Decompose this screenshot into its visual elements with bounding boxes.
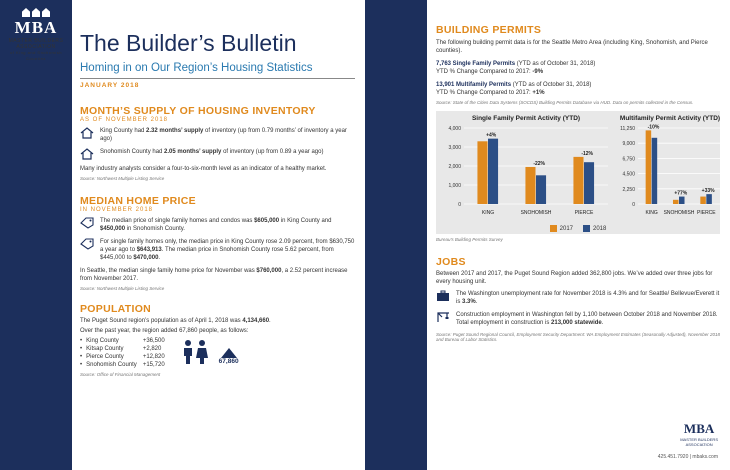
issue-date: JANUARY 2018 bbox=[80, 82, 140, 89]
y-tick-label: 2,250 bbox=[622, 186, 635, 193]
footer-contact: 425.451.7920 | mbaks.com bbox=[657, 454, 718, 460]
county-name: • Pierce County bbox=[80, 353, 143, 361]
bar-2018 bbox=[706, 194, 712, 204]
divider bbox=[80, 78, 355, 79]
bar-2018 bbox=[652, 138, 658, 204]
logo-mark: MBA bbox=[14, 18, 58, 37]
mba-logo bbox=[4, 8, 68, 62]
bar-2017 bbox=[646, 130, 652, 204]
supply-snohomish: Snohomish County had 2.05 months’ supply of inventory (up from 0.89 a year ago) bbox=[80, 148, 355, 160]
permits-mf: 13,901 Multifamily Permits (YTD as of October 31, 2018) bbox=[436, 82, 592, 88]
jobs-p1: The Washington unemployment rate for November 2018 is 4.3% and for Seattle/ Bellevue/Everett it is 3.3%. bbox=[436, 290, 720, 306]
bar-2018 bbox=[536, 175, 546, 204]
bar-2018 bbox=[488, 139, 498, 204]
y-tick-label: 1,000 bbox=[448, 183, 461, 189]
footer-logo: MBA MASTER BUILDERS ASSOCIATION bbox=[680, 421, 718, 447]
permits-mf-ytd: YTD % Change Compared to 2017: +1% bbox=[436, 90, 545, 96]
population-row bbox=[80, 353, 171, 361]
chart-sf-title: Single Family Permit Activity (YTD) bbox=[471, 115, 581, 122]
permits-source: Source: State of the Cities Data Systems (SOCDS) Building Permits Database via HUD. Data on permits collected in the Census. bbox=[436, 100, 694, 105]
population-p1: The Puget Sound region’s population as of April 1, 2018 was 4,134,660. bbox=[80, 318, 271, 324]
county-name: • Snohomish County bbox=[80, 361, 143, 369]
population-row bbox=[80, 337, 171, 345]
y-tick-label: 3,000 bbox=[448, 145, 461, 151]
population-row bbox=[80, 361, 171, 369]
y-tick-label: 2,000 bbox=[448, 164, 461, 170]
chart-mf bbox=[616, 122, 724, 218]
bar-2017 bbox=[477, 141, 487, 204]
y-tick-label: 4,000 bbox=[448, 126, 461, 132]
permit-charts bbox=[436, 111, 720, 234]
county-growth: +36,500 bbox=[142, 338, 165, 344]
median-subtitle: IN NOVEMBER 2018 bbox=[80, 207, 154, 213]
x-tick-label: SNOHOMISH bbox=[520, 210, 552, 216]
population-row bbox=[80, 345, 171, 353]
supply-king: King County had 2.32 months’ supply of inventory (up from 0.79 months’ of inventory a year ago) bbox=[80, 127, 355, 143]
supply-note: Many industry analysts consider a four-to-six-month level as an indicator of a healthy market. bbox=[80, 166, 327, 172]
crane-icon bbox=[436, 311, 450, 323]
population-p2: Over the past year, the region added 67,860 people, as follows: bbox=[80, 328, 249, 334]
jobs-source: Source: Puget Sound Regional Council, Employment Security Department: WA Employment Estimates (Seasonally Adjusted), November 2018 and Bureau of Labor Statistics. bbox=[436, 332, 720, 343]
footer bbox=[658, 421, 718, 460]
legend-2017: 2017 bbox=[550, 225, 573, 232]
logo-line1: MASTER BUILDERS bbox=[8, 38, 64, 44]
county-name: • King County bbox=[80, 337, 143, 345]
bar-2017 bbox=[573, 157, 583, 204]
bar-annotation: -22% bbox=[533, 160, 546, 167]
median-p1: The median price of single family homes and condos was $605,000 in King County and $450,000 in Snohomish County. bbox=[80, 217, 355, 233]
x-tick-label: KING bbox=[645, 210, 658, 216]
right-page bbox=[365, 0, 730, 470]
population-title: POPULATION bbox=[80, 303, 152, 315]
left-content bbox=[72, 0, 365, 470]
county-growth: +15,720 bbox=[142, 362, 165, 368]
bar-2017 bbox=[673, 200, 679, 204]
chart-sf bbox=[440, 122, 612, 218]
people-icon bbox=[181, 339, 209, 365]
jobs-p2: Construction employment in Washington fell by 1,100 between October 2018 and November 2018. Total employment in construction is 213,000 statewide. bbox=[436, 311, 720, 327]
x-tick-label: KING bbox=[481, 210, 495, 216]
legend-2018: 2018 bbox=[583, 225, 606, 232]
page-title: The Builder’s Bulletin bbox=[80, 30, 297, 56]
house-icon bbox=[80, 148, 94, 160]
population-section bbox=[80, 303, 355, 377]
tag-icon bbox=[80, 217, 94, 229]
population-total: 67,860 bbox=[218, 358, 239, 365]
houses-icon bbox=[4, 8, 68, 18]
y-tick-label: 4,500 bbox=[622, 171, 635, 178]
bar-annotation: +77% bbox=[674, 190, 688, 197]
supply-section bbox=[80, 105, 355, 181]
median-p2: For single family homes only, the median price in King County rose 2.09 percent, from $630,750 a year ago to $643,913. The median price in Snohomish County rose 5.62 percent, from $445,000 to $470,000. bbox=[80, 238, 355, 262]
y-tick-label: 0 bbox=[458, 202, 461, 208]
bar-annotation: +33% bbox=[701, 188, 715, 195]
supply-source: Source: Northwest Multiple Listing Service bbox=[80, 176, 165, 181]
jobs-title: JOBS bbox=[436, 256, 466, 269]
population-source: Source: Office of Financial Management bbox=[80, 372, 161, 377]
bar-annotation: +4% bbox=[486, 132, 497, 139]
y-tick-label: 9,000 bbox=[622, 141, 635, 148]
chart-source: Bureau’s Building Permits Survey bbox=[436, 237, 503, 243]
median-section bbox=[80, 195, 355, 291]
population-table bbox=[80, 337, 171, 369]
briefcase-icon bbox=[436, 290, 450, 302]
county-name: • Kitsap County bbox=[80, 345, 143, 353]
permits-title: BUILDING PERMITS bbox=[436, 24, 542, 36]
median-source: Source: Northwest Multiple Listing Service bbox=[80, 286, 165, 291]
logo-line3: of King and Snohomish Counties bbox=[10, 50, 62, 61]
bar-2018 bbox=[679, 197, 685, 204]
y-tick-label: 11,250 bbox=[620, 126, 635, 132]
supply-subtitle: AS OF NOVEMBER 2018 bbox=[80, 117, 169, 123]
bar-annotation: -12% bbox=[581, 150, 594, 157]
y-tick-label: 6,750 bbox=[622, 156, 635, 163]
permits-sf-ytd: YTD % Change Compared to 2017: -9% bbox=[436, 69, 544, 75]
bar-2018 bbox=[584, 162, 594, 204]
right-content bbox=[427, 0, 730, 470]
bar-2017 bbox=[700, 197, 706, 204]
x-tick-label: PIERCE bbox=[574, 210, 594, 216]
chart-legend bbox=[440, 225, 716, 232]
logo-line2: ASSOCIATION bbox=[16, 44, 56, 50]
county-growth: +2,820 bbox=[142, 346, 162, 352]
chart-mf-title: Multifamily Permit Activity (YTD) bbox=[619, 115, 721, 122]
supply-title: MONTH’S SUPPLY OF HOUSING INVENTORY bbox=[80, 105, 316, 117]
median-title: MEDIAN HOME PRICE bbox=[80, 195, 196, 207]
x-tick-label: PIERCE bbox=[697, 210, 716, 216]
jobs-intro: Between 2017 and 2017, the Puget Sound Region added 362,800 jobs. We’ve added over three jobs for every housing unit. bbox=[436, 271, 713, 286]
house-icon bbox=[80, 127, 94, 139]
jobs-section bbox=[436, 256, 720, 342]
tag-icon bbox=[80, 238, 94, 250]
y-tick-label: 0 bbox=[632, 202, 635, 208]
permits-sf: 7,763 Single Family Permits (YTD as of October 31, 2018) bbox=[436, 61, 596, 67]
up-arrow-icon bbox=[221, 348, 237, 358]
x-tick-label: SNOHOMISH bbox=[663, 210, 695, 216]
median-p3: In Seattle, the median single family home price for November was $760,000, a 2.52 percent increase from November 2017. bbox=[80, 268, 348, 282]
county-growth: +12,820 bbox=[142, 354, 165, 360]
permits-intro: The following building permit data is for the Seattle Metro Area (including King, Snohomish, and Pierce counties). bbox=[436, 40, 708, 54]
bar-2017 bbox=[525, 167, 535, 204]
page-subtitle: Homing in on Our Region’s Housing Statistics bbox=[80, 62, 313, 74]
bar-annotation: -10% bbox=[647, 124, 660, 131]
